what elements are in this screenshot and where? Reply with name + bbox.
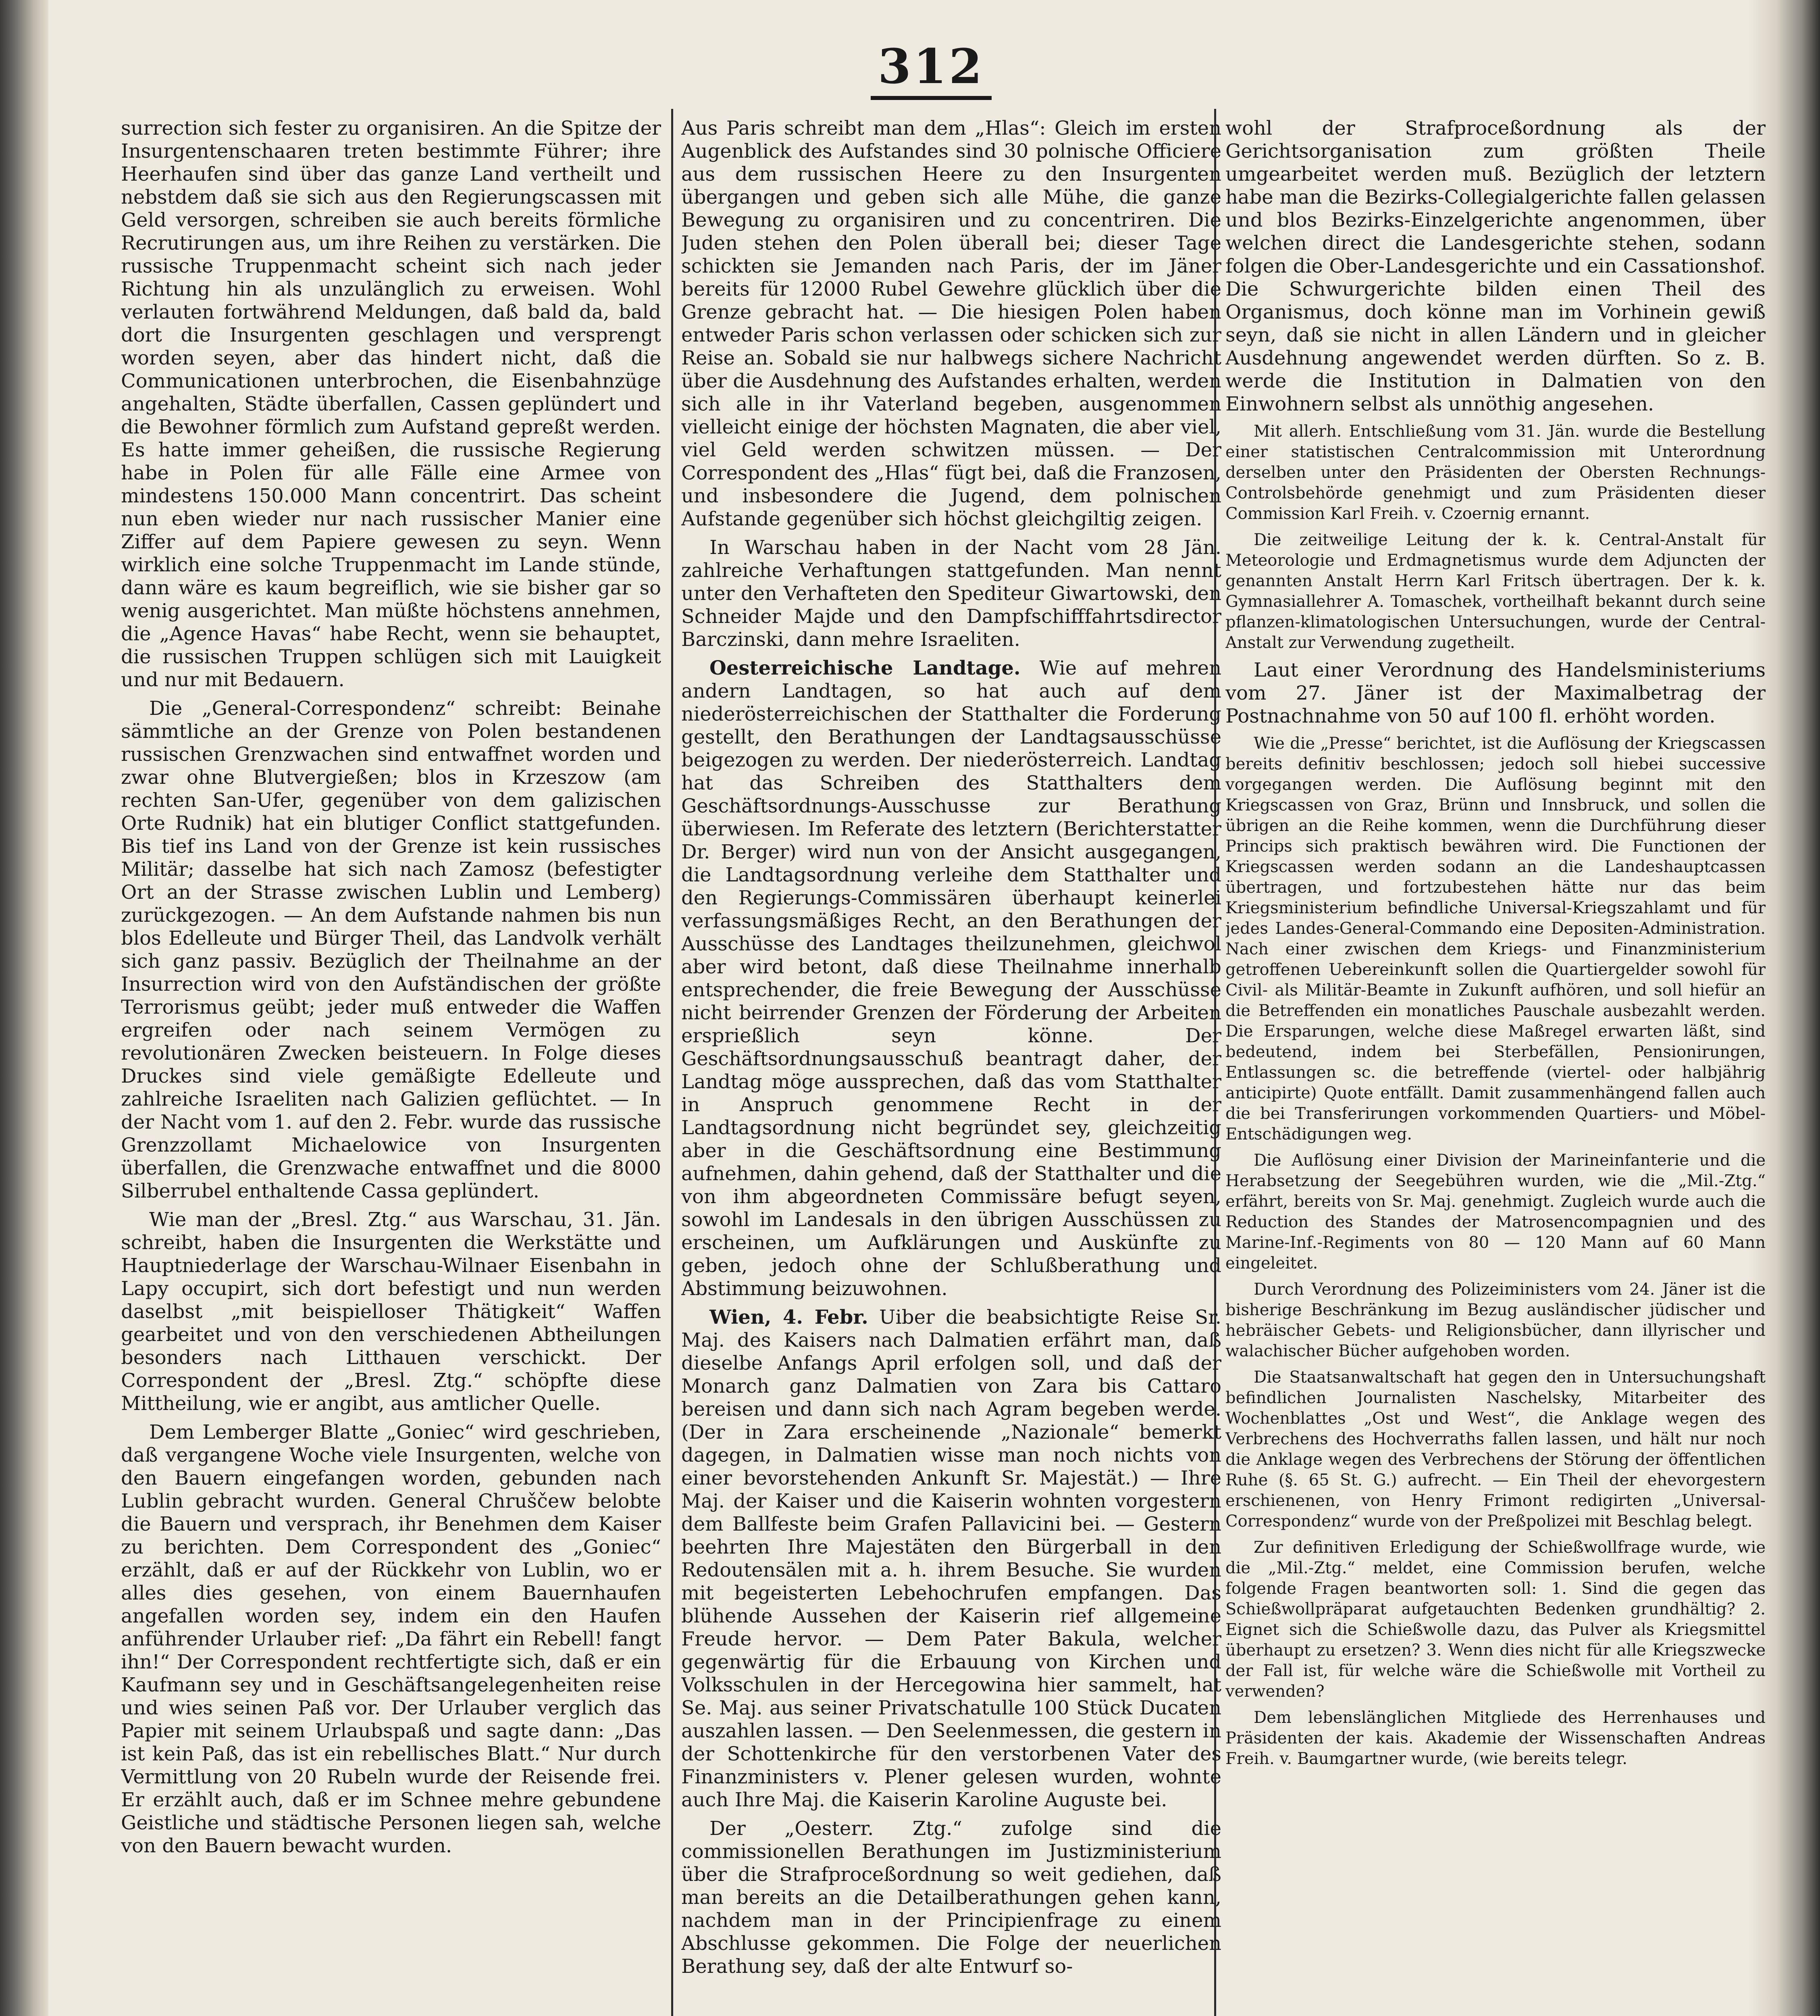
article-paragraph (121, 1208, 661, 1415)
article-paragraph (1225, 1150, 1766, 1274)
article-text: wohl der Strafproceßordnung als der Gerichtsorganisation zum größten Theile umgearbeitet werden muß. Bezüglich der letztern habe man die Bezirks-Collegialgerichte fallen gelassen und blos Bezirks-Einzelgerichte angenommen, über welchen direct die Landesgerichte stehen, sodann folgen die Ober-Landesgerichte und ein Cassationshof. Die Schwurgerichte bilden einen Theil des Organismus, doch könne man im Vorhinein gewiß seyn, daß sie nicht in allen Ländern und in gleicher Ausdehnung angewendet werden dürften. So z. B. werde die Institution in Dalmatien von den Einwohnern selbst als unnöthig angesehen. (1225, 117, 1766, 415)
article-text: Dem Lemberger Blatte „Goniec“ wird geschrieben, daß vergangene Woche viele Insurgenten, welche von den Bauern eingefangen worden, gebunden nach Lublin gebracht wurden. General Chruščew belobte die Bauern und versprach, ihr Benehmen dem Kaiser zu berichten. Dem Correspondent des „Goniec“ erzählt, daß er auf der Rückkehr von Lublin, wo er alles dies gesehen, von einem Bauernhaufen angefallen worden sey, indem ein den Haufen anführender Urlauber rief: „Da fährt ein Rebell! fangt ihn!“ Der Correspondent rechtfertigte sich, daß er ein Kaufmann sey und in Geschäftsangelegenheiten reise und wies seinen Paß vor. Der Urlauber verglich das Papier mit seinem Urlaubspaß und sagte dann: „Das ist kein Paß, das ist ein rebellisches Blatt.“ Nur durch Vermittlung von 20 Rubeln wurde der Reisende frei. Er erzählt auch, daß er im Schnee mehre gebundene Geistliche und städtische Personen liegen sah, welche von den Bauern bewacht wurden. (121, 1421, 661, 1857)
article-text: Zur definitiven Erledigung der Schießwollfrage wurde, wie die „Mil.-Ztg.“ meldet, eine Commission berufen, welche folgende Fragen beantworten soll: 1. Sind die gegen das Schießwollpräparat aufgetauchten Bedenken grundhältig? 2. Eignet sich die Schießwolle dazu, das Pulver als Kriegsmittel überhaupt zu ersetzen? 3. Wenn dies nicht für alle Kriegszwecke der Fall ist, für welche wäre die Schießwolle mit Vortheil zu verwenden? (1225, 1538, 1766, 1701)
article-paragraph (121, 697, 661, 1203)
article-paragraph (681, 1817, 1221, 1978)
article-paragraph (681, 117, 1221, 531)
article-paragraph (1225, 1537, 1766, 1702)
article-text: Aus Paris schreibt man dem „Hlas“: Gleich im ersten Augenblick des Aufstandes sind 30 polnische Officiere aus dem russischen Heere zu den Insurgenten übergangen und geben sich alle Mühe, die ganze Bewegung zu organisiren und zu concentriren. Die Juden stehen den Polen überall bei; dieser Tage schickten sie Jemanden nach Paris, der im Jäner bereits für 12000 Rubel Gewehre glücklich über die Grenze gebracht hat. — Die hiesigen Polen haben entweder Paris schon verlassen oder schicken sich zur Reise an. Sobald sie nur halbwegs sichere Nachricht über die Ausdehnung des Aufstandes erhalten, werden sich alle in ihr Vaterland begeben, ausgenommen vielleicht einige der höchsten Magnaten, die aber viel, viel Geld werden schwitzen müssen. — Der Correspondent des „Hlas“ fügt bei, daß die Franzosen, und insbesondere die Jugend, dem polnischen Aufstande gegenüber sich höchst gleichgiltig zeigen. (681, 117, 1221, 530)
page-number: 312 (878, 38, 985, 94)
article-text: surrection sich fester zu organisiren. An die Spitze der Insurgentenschaaren treten bestimmte Führer; ihre Heerhaufen sind über das ganze Land vertheilt und nebstdem daß sie sich aus den Regierungscassen mit Geld versorgen, schreiben sie auch bereits förmliche Recrutirungen aus, um ihre Reihen zu verstärken. Die russische Truppenmacht scheint sich nach jeder Richtung hin als unzulänglich zu erweisen. Wohl verlauten fortwährend Meldungen, daß bald da, bald dort die Insurgenten geschlagen und versprengt worden seyen, aber das hindert nicht, daß die Communicationen unterbrochen, die Eisenbahnzüge angehalten, Städte überfallen, Cassen geplündert und die Bewohner förmlich zum Aufstand gepreßt werden. Es hatte immer geheißen, die russische Regierung habe in Polen für alle Fälle eine Armee von mindestens 150.000 Mann concentrirt. Das scheint nun eben wieder nur nach russischer Manier eine Ziffer auf dem Papiere gewesen zu seyn. Wenn wirklich eine solche Truppenmacht im Lande stünde, dann wäre es kaum begreiflich, wie sie bisher gar so wenig ausgerichtet. Man müßte höchstens annehmen, die „Agence Havas“ habe Recht, wenn sie behauptet, die russischen Truppen schlügen sich mit Lauigkeit und nur mit Bedauern. (121, 117, 661, 691)
text-column-2 (681, 117, 1221, 2016)
article-paragraph (121, 117, 661, 691)
article-heading: Oesterreichische Landtage. (709, 657, 1021, 679)
article-text: Laut einer Verordnung des Handelsministeriums vom 27. Jäner ist der Maximalbetrag der Postnachnahme von 50 auf 100 fl. erhöht worden. (1225, 659, 1766, 727)
article-paragraph (1225, 530, 1766, 653)
article-text: Wie man der „Bresl. Ztg.“ aus Warschau, 31. Jän. schreibt, haben die Insurgenten die Werkstätte und Hauptniederlage der Warschau-Wilnaer Eisenbahn in Lapy occupirt, sich dort befestigt und nun werden daselbst „mit beispielloser Thätigkeit“ Waffen gearbeitet und von den verschiedenen Abtheilungen besonders nach Litthauen verschickt. Der Correspondent der „Bresl. Ztg.“ schöpfte diese Mittheilung, wie er angibt, aus amtlicher Quelle. (121, 1208, 661, 1415)
page-number-underline (871, 96, 992, 100)
article-text: Mit allerh. Entschließung vom 31. Jän. wurde die Bestellung einer statistischen Centralcommission mit Unterordnung derselben unter den Präsidenten der Obersten Rechnungs-Controlsbehörde genehmigt und zum Präsidenten dieser Commission Karl Freih. v. Czoernig ernannt. (1225, 422, 1766, 523)
article-paragraph (681, 657, 1221, 1300)
article-paragraph (1225, 421, 1766, 524)
article-text: Wie auf mehren andern Landtagen, so hat auch auf dem niederösterreichischen der Statthalter die Forderung gestellt, den Berathungen der Landtagsausschüsse beigezogen zu werden. Der niederösterreich. Landtag hat das Schreiben des Statthalters dem Geschäftsordnungs-Ausschusse zur Berathung überwiesen. Im Referate des letztern (Berichterstatter Dr. Berger) wird nun von der Ansicht ausgegangen, die Landtagsordnung verleihe dem Statthalter und den Regierungs-Commissären überhaupt keinerlei verfassungsmäßiges Recht, an den Berathungen der Ausschüsse des Landtages theilzunehmen, gleichwol aber wird betont, daß diese Theilnahme innerhalb entsprechender, die freie Bewegung der Ausschüsse nicht beirrender Grenzen der Förderung der Arbeiten ersprießlich seyn könne. Der Geschäftsordnungsausschuß beantragt daher, der Landtag möge aussprechen, daß das vom Statthalter in Anspruch genommene Recht in der Landtagsordnung nicht begründet sey, gleichzeitig aber in die Geschäftsordnung eine Bestimmung aufnehmen, dahin gehend, daß der Statthalter und die von ihm abgeordneten Commissäre befugt seyen, sowohl im Landesals in den übrigen Ausschüssen zu erscheinen, um Aufklärungen und Auskünfte zu geben, jedoch ohne der Schlußberathung und Abstimmung beizuwohnen. (681, 657, 1221, 1300)
article-text: Der „Oesterr. Ztg.“ zufolge sind die commissionellen Berathungen im Justizministerium über die Strafproceßordnung so weit gediehen, daß man bereits an die Detailberathungen gehen kann, nachdem man in der Principienfrage zu einem Abschlusse gekommen. Die Folge der neuerlichen Berathung sey, daß der alte Entwurf so- (681, 1817, 1221, 1978)
article-paragraph (1225, 117, 1766, 416)
article-text: In Warschau haben in der Nacht vom 28 Jän. zahlreiche Verhaftungen stattgefunden. Man nennt unter den Verhafteten den Spediteur Giwartowski, den Schneider Majde und den Dampfschifffahrtsdirector Barczinski, dann mehre Israeliten. (681, 536, 1221, 651)
article-paragraph (681, 1306, 1221, 1812)
article-text: Die zeitweilige Leitung der k. k. Central-Anstalt für Meteorologie und Erdmagnetismus wurde dem Adjuncten der genannten Anstalt Herrn Karl Fritsch übertragen. Der k. k. Gymnasiallehrer A. Tomaschek, vortheilhaft bekannt durch seine pflanzen-klimatologischen Untersuchungen, wurde der Central-Anstalt zur Verwendung zugetheilt. (1225, 531, 1766, 652)
article-paragraph (1225, 1708, 1766, 1769)
article-paragraph (1225, 1279, 1766, 1362)
book-binding-shadow (0, 0, 48, 2016)
article-paragraph (1225, 659, 1766, 728)
article-paragraph (1225, 1367, 1766, 1532)
article-paragraph (1225, 733, 1766, 1145)
article-text: Die Staatsanwaltschaft hat gegen den in Untersuchungshaft befindlichen Journalisten Naschelsky, Mitarbeiter des Wochenblattes „Ost und West“, die Anklage wegen des Verbrechens des Hochverraths fallen lassen, und hält nur noch die Anklage wegen des Verbrechens der Störung der öffentlichen Ruhe (§. 65 St. G.) aufrecht. — Ein Theil der ehevorgestern erschienenen, von Henry Frimont redigirten „Universal-Correspondenz“ wurde von der Preßpolizei mit Beschlag belegt. (1225, 1368, 1766, 1531)
column-divider (671, 109, 673, 2016)
text-column-3 (1225, 117, 1766, 2016)
article-text: Die Auflösung einer Division der Marineinfanterie und die Herabsetzung der Seegebühren wurden, wie die „Mil.-Ztg.“ erfährt, bereits von Sr. Maj. genehmigt. Zugleich wurde auch die Reduction des Standes der Matrosencompagnien und des Marine-Inf.-Regiments von 80 — 120 Mann auf 60 Mann eingeleitet. (1225, 1151, 1766, 1272)
article-text: Wie die „Presse“ berichtet, ist die Auflösung der Kriegscassen bereits definitiv beschlossen; jedoch soll hiebei successive vorgegangen werden. Die Auflösung beginnt mit den Kriegscassen von Graz, Brünn und Innsbruck, und sollen die übrigen an die Reihe kommen, wenn die Durchführung dieser Princips sich praktisch bewähren wird. Die Functionen der Kriegscassen werden sodann an die Landeshauptcassen übertragen, und fortzubestehen hätte nur das beim Kriegsministerium befindliche Universal-Kriegszahlamt und für jedes Landes-General-Commando eine Depositen-Administration. Nach einer zwischen dem Kriegs- und Finanzministerium getroffenen Uebereinkunft sollen die Quartiergelder sowohl für Civil- als Militär-Beamte in Zukunft aufhören, und soll hiefür an die Betreffenden ein monatliches Pauschale ausbezahlt werden. Die Ersparungen, welche diese Maßregel erwarten läßt, sind bedeutend, indem bei Sterbefällen, Pensionirungen, Entlassungen sc. die betreffende (viertel- oder halbjährig anticipirte) Quote entfällt. Damit zusammenhängend fallen auch die bei Transferirungen vorkommenden Quartiers- und Möbel-Entschädigungen weg. (1225, 734, 1766, 1143)
article-text: Die „General-Correspondenz“ schreibt: Beinahe sämmtliche an der Grenze von Polen bestandenen russischen Grenzwachen sind entwaffnet worden und zwar ohne Blutvergießen; blos in Krzeszow (am rechten San-Ufer, gegenüber von dem galizischen Orte Rudnik) hat ein blutiger Conflict stattgefunden. Bis tief ins Land von der Grenze ist kein russisches Militär; dasselbe hat sich nach Zamosz (befestigter Ort an der Strasse zwischen Lublin und Lemberg) zurückgezogen. — An dem Aufstande nahmen bis nun blos Edelleute und Bürger Theil, das Landvolk verhält sich ganz passiv. Bezüglich der Theilnahme an der Insurrection wird von den Aufständischen der größte Terrorismus geübt; jeder muß entweder die Waffen ergreifen oder nach seinem Vermögen zu revolutionären Zwecken beisteuern. In Folge dieses Druckes sind viele gemäßigte Edelleute und zahlreiche Israeliten nach Galizien geflüchtet. — In der Nacht vom 1. auf den 2. Febr. wurde das russische Grenzzollamt Michaelowice von Insurgenten überfallen, die Grenzwache entwaffnet und die 8000 Silberrubel enthaltende Cassa geplündert. (121, 697, 661, 1202)
article-text: Dem lebenslänglichen Mitgliede des Herrenhauses und Präsidenten der kais. Akademie der Wissenschaften Andreas Freih. v. Baumgartner wurde, (wie bereits telegr. (1225, 1708, 1766, 1768)
article-text: Durch Verordnung des Polizeiministers vom 24. Jäner ist die bisherige Beschränkung im Bezug ausländischer jüdischer und hebräischer Gebets- und Religionsbücher, dann illyrischer und walachischer Bücher aufgehoben worden. (1225, 1280, 1766, 1360)
article-paragraph (121, 1421, 661, 1858)
text-column-1 (121, 117, 661, 2016)
article-heading: Wien, 4. Febr. (709, 1306, 868, 1329)
article-text: Uiber die beabsichtigte Reise Sr. Maj. des Kaisers nach Dalmatien erfährt man, daß dieselbe Anfangs April erfolgen soll, und daß der Monarch ganz Dalmatien von Zara bis Cattaro bereisen und dann sich nach Agram begeben werde. (Der in Zara erscheinende „Nazionale“ bemerkt dagegen, in Dalmatien wisse man noch nichts von einer bevorstehenden Ankunft Sr. Majestät.) — Ihre Maj. der Kaiser und die Kaiserin wohnten vorgestern dem Ballfeste beim Grafen Pallavicini bei. — Gestern beehrten Ihre Majestäten den Bürgerball in den Redoutensälen mit a. h. ihrem Besuche. Sie wurden mit begeisterten Lebehochrufen empfangen. Das blühende Aussehen der Kaiserin rief allgemeine Freude hervor. — Dem Pater Bakula, welcher gegenwärtig für die Erbauung von Kirchen und Volksschulen in der Hercegowina hier sammelt, hat Se. Maj. aus seiner Privatschatulle 100 Stück Ducaten auszahlen lassen. — Den Seelenmessen, die gestern in der Schottenkirche für den verstorbenen Vater des Finanzministers v. Plener gelesen wurden, wohnte auch Ihre Maj. die Kaiserin Karoline Auguste bei. (681, 1306, 1221, 1811)
article-paragraph (681, 536, 1221, 651)
